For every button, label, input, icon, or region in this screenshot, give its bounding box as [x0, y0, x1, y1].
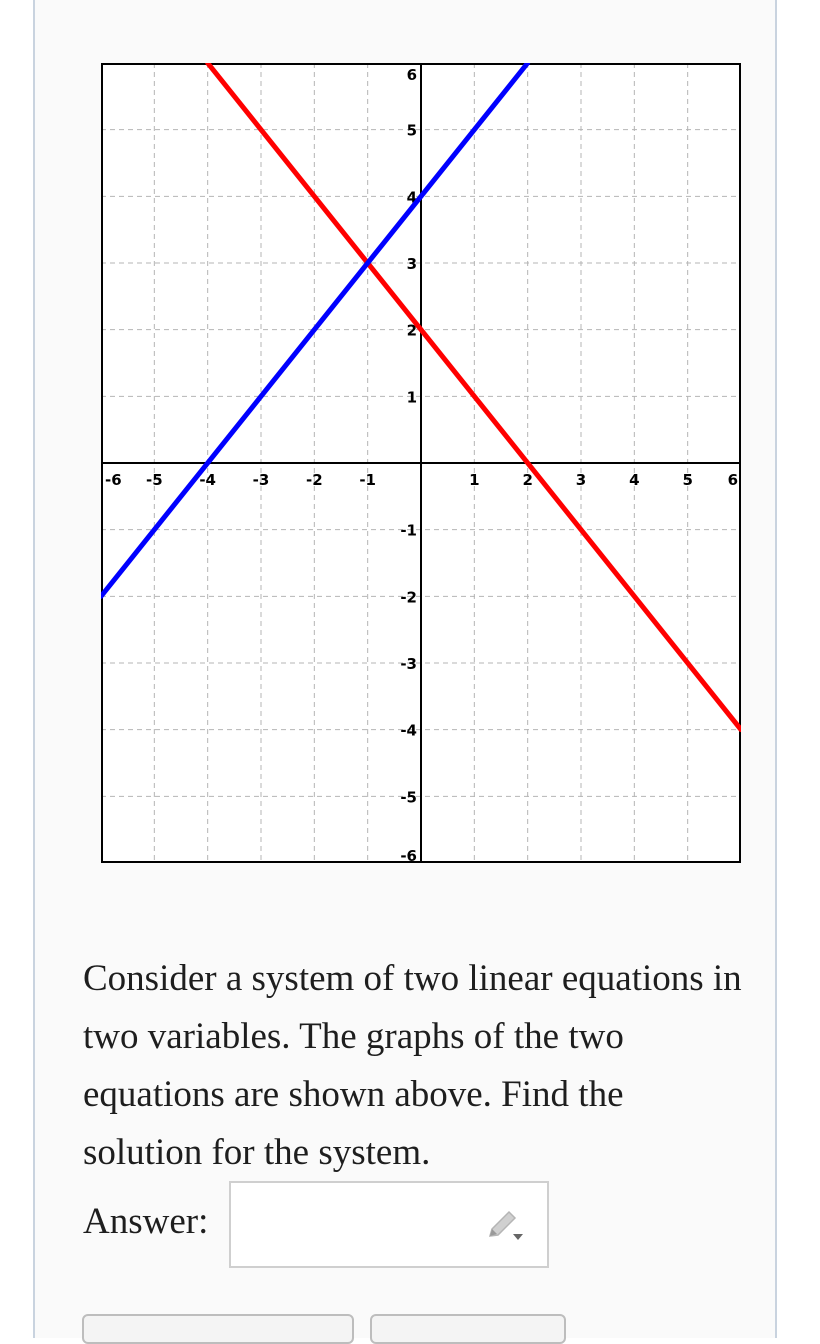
x-tick-label: 3	[575, 471, 587, 489]
x-tick-label: 1	[469, 471, 480, 489]
y-tick-label: 6	[406, 66, 417, 84]
y-tick-label: -1	[400, 521, 417, 540]
x-tick-label: 5	[682, 471, 693, 489]
question-prompt: Consider a system of two linear equations in two variables. The graphs of the two equations are shown above. Find the solution for the system.	[83, 958, 742, 1173]
y-tick-label: -5	[400, 788, 417, 807]
y-tick-label: -3	[400, 655, 417, 673]
y-tick-label: -2	[400, 588, 417, 607]
graph-svg	[101, 63, 741, 863]
y-tick-label: -6	[400, 847, 417, 863]
action-button[interactable]	[82, 1314, 354, 1344]
x-tick-label: -3	[252, 471, 270, 489]
y-tick-label: 5	[406, 121, 417, 140]
y-tick-label: 3	[406, 255, 417, 273]
pencil-icon[interactable]	[484, 1208, 524, 1244]
x-tick-label: 4	[629, 471, 640, 489]
x-tick-label: -4	[199, 471, 217, 489]
y-tick-label: 2	[406, 321, 417, 340]
answer-label: Answer:	[83, 1201, 209, 1242]
x-tick-label: -2	[305, 471, 323, 489]
x-tick-label: -1	[359, 471, 377, 489]
x-tick-label: 2	[522, 471, 533, 489]
graph	[101, 63, 741, 863]
x-tick-label: 6	[727, 471, 738, 489]
y-tick-label: 4	[406, 188, 417, 207]
action-button-secondary[interactable]	[370, 1314, 566, 1344]
x-tick-label: -6	[105, 471, 122, 489]
y-tick-label: 1	[406, 388, 417, 407]
y-tick-label: -4	[400, 721, 417, 740]
x-tick-label: -5	[145, 471, 163, 489]
